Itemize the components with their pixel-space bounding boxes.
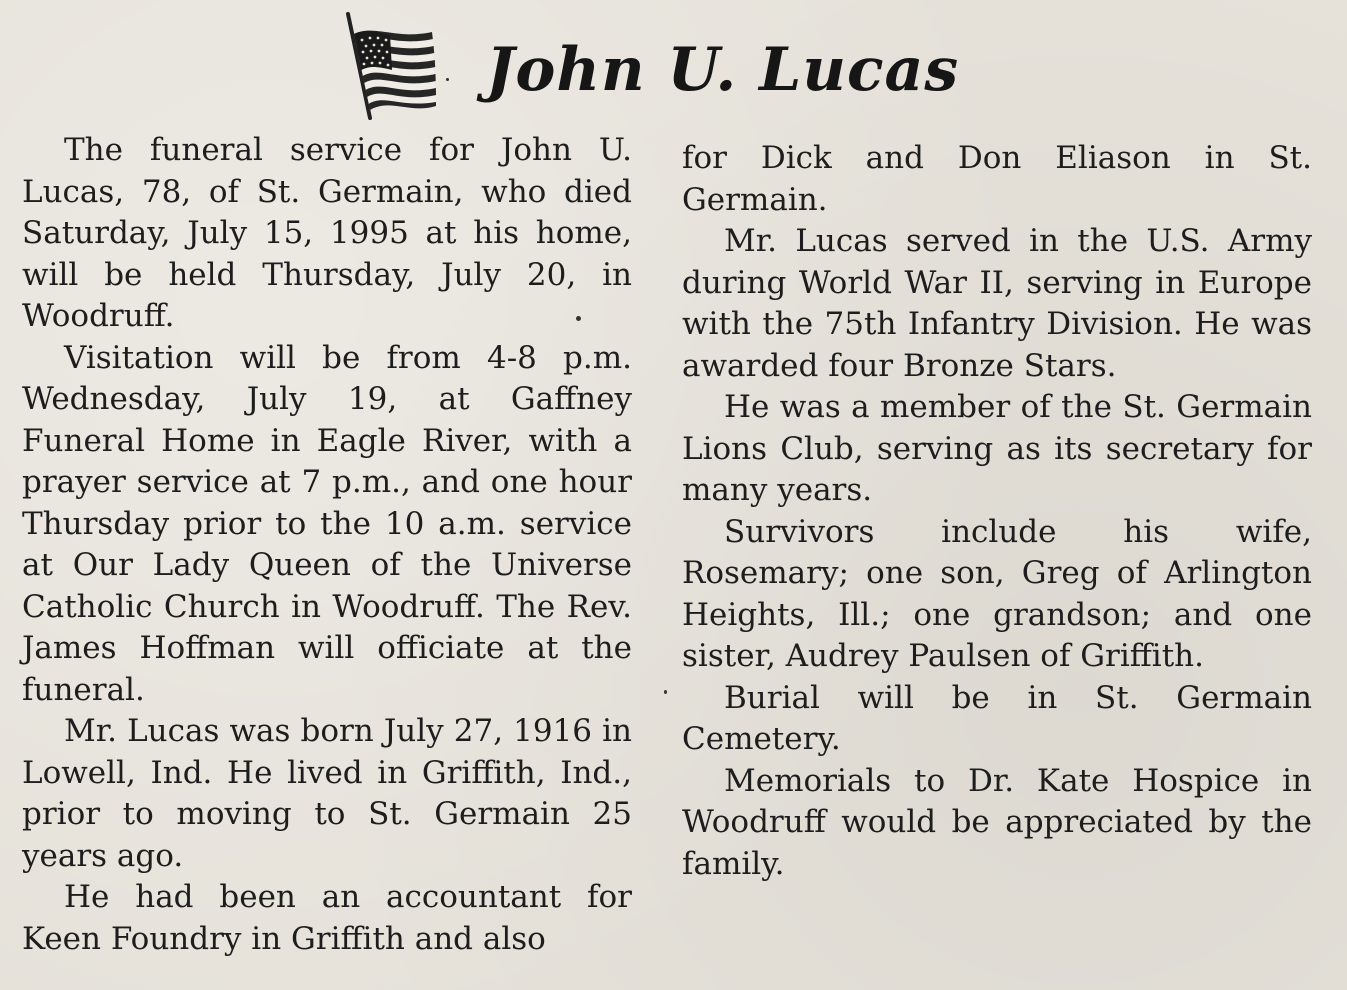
- paragraph-military: Mr. Lucas served in the U.S. Army during World War II, serving in Europe with the 75th Infantry Division. He was awarded four Bronze Stars.: [682, 223, 1312, 384]
- paragraph-lions-club: He was a member of the St. Germain Lions Club, serving as its secretary for many years.: [682, 389, 1312, 508]
- print-speck: [576, 316, 581, 321]
- paragraph-career-continued: for Dick and Don Eliason in St. Germain.: [682, 140, 1312, 218]
- paragraph-career: He had been an accountant for Keen Foundry in Griffith and also: [22, 879, 632, 957]
- paragraph-survivors: Survivors include his wife, Rosemary; one son, Greg of Arlington Heights, Ill.; one grandson; and one sister, Audrey Paulsen of Griffith.: [682, 513, 1312, 674]
- paragraph-birth: Mr. Lucas was born July 27, 1916 in Lowell, Ind. He lived in Griffith, Ind., prior to moving to St. Germain 25 years ago.: [22, 713, 632, 874]
- american-flag-icon: [340, 10, 440, 120]
- obituary-title: John U. Lucas: [486, 35, 960, 105]
- right-column: [682, 138, 1312, 885]
- obituary-header: [340, 6, 440, 124]
- paragraph-memorials: Memorials to Dr. Kate Hospice in Woodruff would be appreciated by the family.: [682, 762, 1312, 882]
- print-speck: [446, 78, 449, 81]
- left-column: [22, 130, 632, 960]
- paragraph-visitation: Visitation will be from 4-8 p.m. Wednesday, July 19, at Gaffney Funeral Home in Eagle River, with a prayer service at 7 p.m., and one hour Thursday prior to the 10 a.m. service at Our Lady Queen of the Universe Catholic Church in Woodruff. The Rev. James Hoffman will officiate at the funeral.: [22, 339, 632, 708]
- print-speck: [664, 690, 667, 694]
- paragraph-funeral-service: The funeral service for John U. Lucas, 78, of St. Germain, who died Saturday, July 15, 1995 at his home, will be held Thursday, July 20, in Woodruff.: [22, 132, 632, 334]
- paragraph-burial: Burial will be in St. Germain Cemetery.: [682, 679, 1312, 757]
